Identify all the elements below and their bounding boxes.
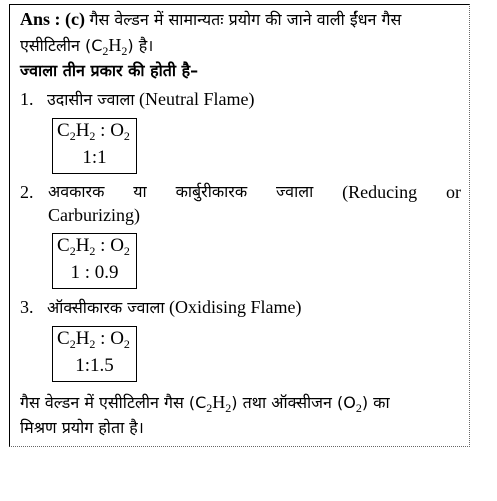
ratio-box-1 bbox=[52, 118, 137, 174]
item-word: (Reducing bbox=[342, 182, 418, 202]
item-word: या bbox=[133, 182, 147, 201]
item-word: or bbox=[445, 182, 461, 202]
formula-h: H bbox=[108, 35, 122, 55]
answer-text-2a: एसीटिलीन (C bbox=[20, 36, 103, 55]
answer-text-2b: ) है। bbox=[127, 36, 154, 55]
item-word: कार्बुरीकारक bbox=[175, 182, 248, 201]
item-3 bbox=[20, 295, 302, 320]
answer-line-1 bbox=[20, 7, 401, 32]
ratio-formula: $C_2H_2$ : $O_2$ bbox=[57, 235, 130, 258]
ratio-formula: $C_2H_2$ : $O_2$ bbox=[57, 120, 130, 143]
item-number: 3. bbox=[20, 297, 34, 317]
item-2 bbox=[20, 180, 34, 204]
ratio-box-3 bbox=[52, 326, 137, 382]
section-heading: ज्वाला तीन प्रकार की होती है– bbox=[20, 61, 199, 80]
item-number: 2. bbox=[20, 182, 34, 202]
item-number: 1. bbox=[20, 89, 34, 109]
subscript: 2 bbox=[121, 44, 128, 58]
answer-text-1: गैस वेल्डन में सामान्यतः प्रयोग की जाने वाली ईंधन गैस bbox=[89, 10, 402, 29]
formula-h: H bbox=[212, 392, 226, 412]
ratio-formula: $C_2H_2$ : $O_2$ bbox=[57, 328, 130, 351]
subscript: 2 bbox=[225, 401, 232, 415]
conclusion-text: ) तथा ऑक्सीजन (O bbox=[231, 393, 356, 412]
subscript: 2 bbox=[102, 44, 109, 58]
conclusion-text: ) का bbox=[361, 393, 390, 412]
subscript: 2 bbox=[206, 401, 213, 415]
ratio-value: 1:1 bbox=[82, 147, 107, 168]
conclusion-line-2: मिश्रण प्रयोग होता है। bbox=[20, 418, 144, 437]
item-word: अवकारक bbox=[48, 182, 105, 201]
ratio-box-2 bbox=[52, 233, 137, 289]
item-english: (Oxidising Flame) bbox=[169, 297, 302, 317]
item-hindi: उदासीन ज्वाला bbox=[47, 90, 135, 109]
item-1 bbox=[20, 87, 254, 112]
ratio-value: 1:1.5 bbox=[75, 355, 114, 376]
subscript: 2 bbox=[355, 401, 362, 415]
answer-label: Ans : (c) bbox=[20, 9, 85, 29]
conclusion-text: गैस वेल्डन में एसीटिलीन गैस (C bbox=[20, 393, 207, 412]
item-word: ज्वाला bbox=[276, 182, 314, 201]
item-2-line2: Carburizing) bbox=[48, 205, 140, 225]
item-hindi: ऑक्सीकारक ज्वाला bbox=[47, 298, 165, 317]
item-english: (Neutral Flame) bbox=[139, 89, 255, 109]
item-2-text bbox=[48, 180, 461, 204]
ratio-value: 1 : 0.9 bbox=[70, 262, 119, 283]
